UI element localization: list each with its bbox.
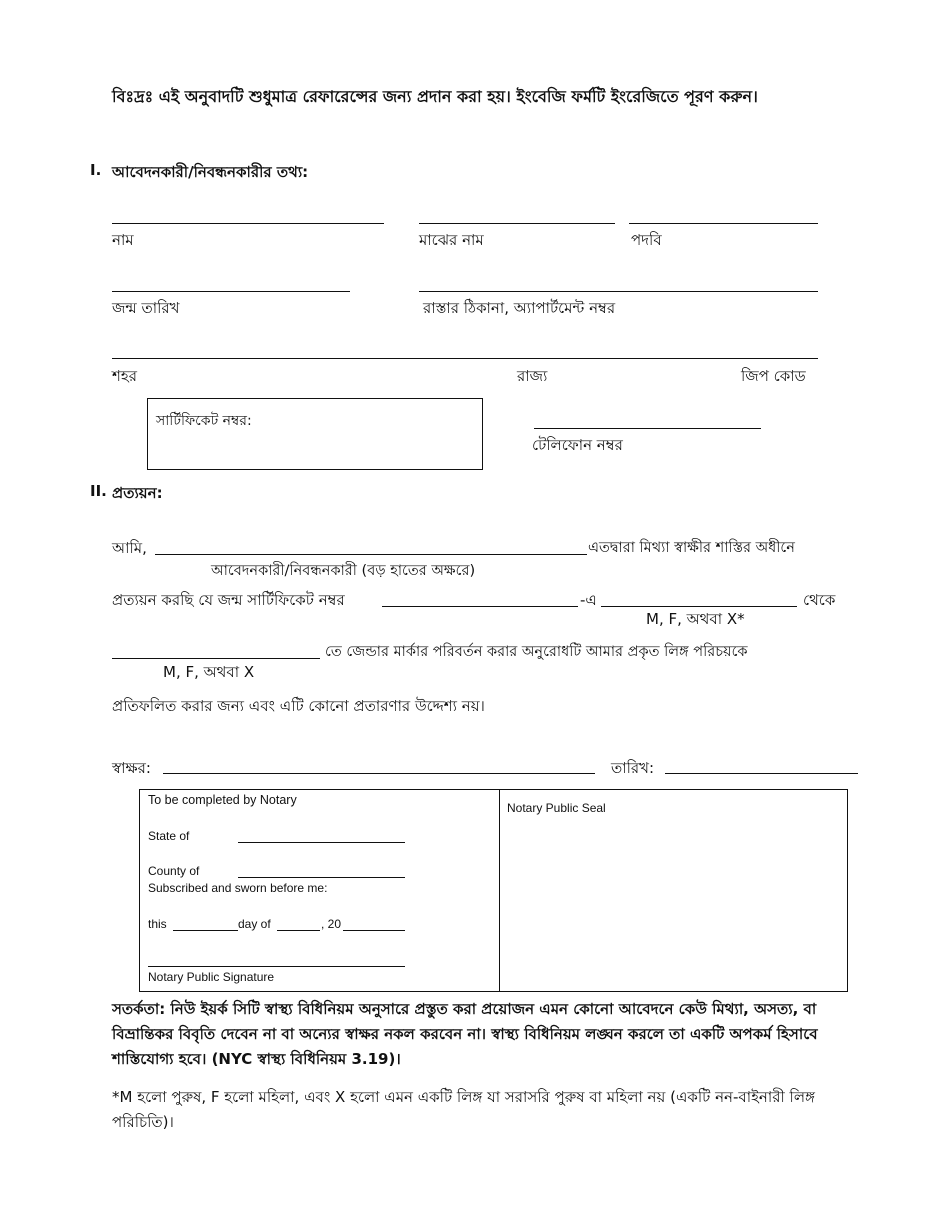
notary-signature-label: Notary Public Signature: [148, 970, 275, 984]
birth-certificate-number-field[interactable]: [382, 606, 578, 607]
section-1-numeral: I.: [90, 161, 102, 179]
certify-text: প্রত্যয়ন করছি যে জন্ম সার্টিফিকেট নম্বর: [112, 591, 345, 609]
middle-name-label: মাঝের নাম: [419, 231, 484, 249]
dob-label: জন্ম তারিখ: [112, 299, 180, 317]
middle-name-field[interactable]: [419, 223, 615, 224]
phone-field[interactable]: [534, 428, 761, 429]
notary-day-field[interactable]: [173, 930, 238, 931]
current-gender-field[interactable]: [601, 606, 797, 607]
notary-day-of-label: day of: [238, 917, 271, 931]
surname-label: পদবি: [631, 231, 662, 249]
translation-notice: বিঃদ্রঃ এই অনুবাদটি শুধুমাত্র রেফারেন্সের জন্য প্রদান করা হয়। ইংবেজি ফর্মটি ইংরেজিতে পূরণ করুন।: [112, 87, 758, 106]
zip-label: জিপ কোড: [741, 367, 806, 385]
new-gender-caption: M, F, অথবা X: [163, 663, 255, 681]
notary-state-label: State of: [148, 829, 190, 843]
e-suffix: -এ: [580, 591, 597, 609]
notary-state-field[interactable]: [238, 842, 405, 843]
signature-field[interactable]: [163, 773, 595, 774]
street-label: রাস্তার ঠিকানা, অ্যাপার্টমেন্ট নম্বর: [423, 299, 616, 317]
state-label: রাজ্য: [517, 367, 548, 385]
date-field[interactable]: [665, 773, 858, 774]
current-gender-caption: M, F, অথবা X*: [646, 610, 745, 628]
city-state-zip-field[interactable]: [112, 358, 818, 359]
notary-section: [139, 789, 848, 992]
notary-this-label: this: [148, 917, 167, 931]
applicant-name-field[interactable]: [155, 554, 587, 555]
ami-label: আমি,: [112, 539, 147, 557]
section-2-numeral: II.: [90, 482, 107, 500]
notary-year-field[interactable]: [343, 930, 405, 931]
notary-subscribed-text: Subscribed and sworn before me:: [148, 881, 328, 895]
section-2-title: প্রত্যয়ন:: [112, 484, 163, 502]
notary-heading: To be completed by Notary: [148, 793, 297, 807]
section-1-title: আবেদনকারী/নিবন্ধনকারীর তথ্য:: [112, 163, 309, 181]
notary-county-label: County of: [148, 864, 200, 878]
applicant-caption: আবেদনকারী/নিবন্ধনকারী (বড় হাতের অক্ষরে): [211, 563, 476, 579]
certificate-number-box[interactable]: [147, 398, 483, 470]
footnote-text: *M হলো পুরুষ, F হলো মহিলা, এবং X হলো এমন একটি লিঙ্গ যা সরাসরি পুরুষ বা মহিলা নয় (একটি নন-বাইনারী লিঙ্গ পরিচিতি)।: [112, 1088, 815, 1131]
notary-seal-label: Notary Public Seal: [507, 801, 606, 815]
signature-label: স্বাক্ষর:: [112, 759, 151, 777]
warning-text: সতর্কতা: নিউ ইয়র্ক সিটি স্বাস্থ্য বিধিনিয়ম অনুসারে প্রস্তুত করা প্রয়োজন এমন কোনো আবেদনে কেউ মিথ্যা, অসত্য, বা বিভ্রান্তিকর বিবৃতি দেবেন না বা অন্যের স্বাক্ষর নকল করবেন না। স্বাস্থ্য বিধিনিয়ম লঙ্ঘন করলে তা একটি অপকর্ম হিসাবে শাস্তিযোগ্য হবে। (NYC স্বাস্থ্য বিধিনিয়ম 3.19)।: [112, 1000, 818, 1068]
certificate-number-label: সার্টিফিকেট নম্বর:: [156, 413, 252, 429]
phone-label: টেলিফোন নম্বর: [532, 436, 623, 454]
notary-year-prefix: , 20: [321, 917, 342, 931]
new-gender-field[interactable]: [112, 658, 320, 659]
surname-field[interactable]: [629, 223, 818, 224]
from-text: থেকে: [803, 591, 836, 609]
street-field[interactable]: [419, 291, 818, 292]
city-label: শহর: [112, 367, 138, 385]
hereby-text: এতদ্বারা মিথ্যা স্বাক্ষীর শাস্তির অধীনে: [588, 540, 795, 556]
notary-month-field[interactable]: [277, 930, 320, 931]
dob-field[interactable]: [112, 291, 350, 292]
notary-divider: [499, 790, 500, 991]
notary-signature-field[interactable]: [148, 966, 405, 967]
date-label: তারিখ:: [611, 759, 655, 777]
reflect-text: প্রতিফলিত করার জন্য এবং এটি কোনো প্রতারণার উদ্দেশ্য নয়।: [112, 697, 485, 715]
change-request-text: তে জেন্ডার মার্কার পরিবর্তন করার অনুরোধটি আমার প্রকৃত লিঙ্গ পরিচয়কে: [325, 644, 748, 660]
notary-county-field[interactable]: [238, 877, 405, 878]
name-label: নাম: [112, 231, 134, 249]
name-field[interactable]: [112, 223, 384, 224]
